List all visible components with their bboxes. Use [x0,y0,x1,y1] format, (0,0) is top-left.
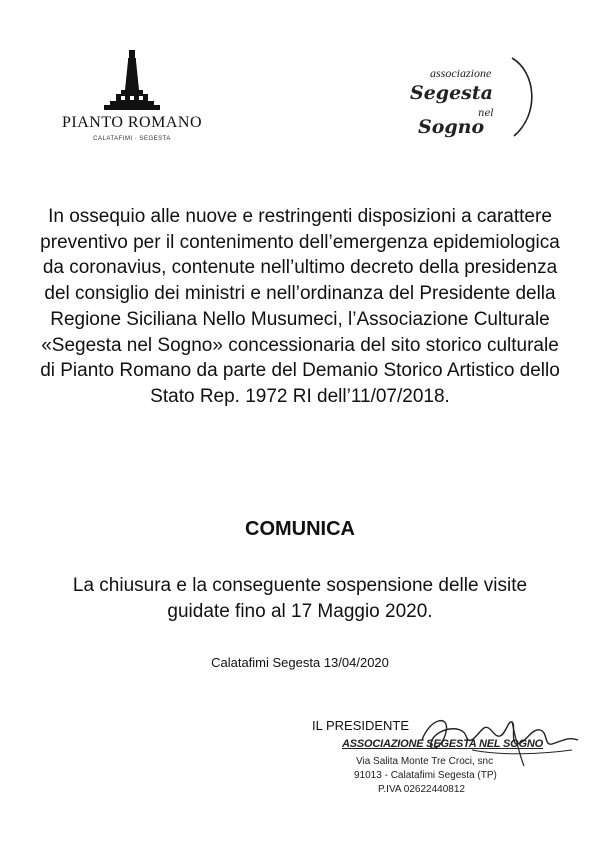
logo-word-associazione: associazione [430,66,492,80]
stamp-association-name: ASSOCIAZIONE SEGESTA NEL SOGNO [342,738,543,750]
logo-word-nel: nel [478,108,494,119]
place-date: Calatafimi Segesta 13/04/2020 [211,655,389,670]
pianto-romano-name: PIANTO ROMANO [62,114,202,131]
closure-statement: La chiusura e la conseguente sospensione delle visite guidate fino al 17 Maggio 2020. [72,575,528,622]
stamp-vat: P.IVA 02622440812 [378,784,465,795]
logo-word-sogno: Sogno [418,116,485,138]
stamp-address: Via Salita Monte Tre Croci, snc [356,756,494,767]
stamp-city: 91013 - Calatafimi Segesta (TP) [354,770,497,781]
pianto-romano-subtitle: CALATAFIMI · SEGESTA [93,136,171,142]
association-stamp [312,718,552,808]
monument-icon [102,48,162,112]
segesta-nel-sogno-logo [400,52,550,152]
announcement-heading: COMUNICA [245,518,355,540]
pianto-romano-logo [62,48,202,158]
announcement-paragraph: In ossequio alle nuove e restringenti disposizioni a carattere preventivo per il contenimento dell’emergenza epidemiologica da coronavius, contenute nell’ultimo decreto della presidenza del consiglio dei ministri e nell’ordinanza del Presidente della Regione Siciliana Nello Musumeci, l’Associazione Culturale «Segesta nel Sogno» concessionaria del sito storico culturale di Pianto Romano da parte del Demanio Storico Artistico dello Stato Rep. 1972 RI dell’11/07/2018. [40,206,560,407]
logo-word-segesta: Segesta [410,82,493,104]
president-label: IL PRESIDENTE [312,718,410,733]
